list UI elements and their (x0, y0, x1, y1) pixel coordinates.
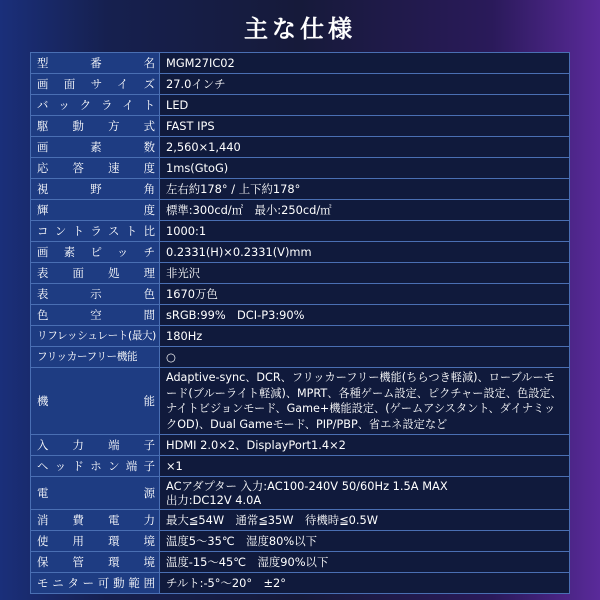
spec-value: sRGB:99% DCI-P3:90% (160, 305, 570, 326)
spec-value: MGM27IC02 (160, 53, 570, 74)
spec-row-viewing-angle (31, 179, 570, 200)
spec-value: 180Hz (160, 326, 570, 347)
spec-row-operating-env (31, 531, 570, 552)
spec-row-resolution (31, 137, 570, 158)
spec-value: 温度-15～45℃ 湿度90%以下 (160, 552, 570, 573)
spec-row-tilt (31, 573, 570, 594)
spec-row-power-consumption (31, 510, 570, 531)
spec-label: 画素ピッチ (31, 242, 160, 263)
spec-row-headphone (31, 456, 570, 477)
spec-label: 保管環境 (31, 552, 160, 573)
spec-label: 画素数 (31, 137, 160, 158)
spec-label: 電源 (31, 477, 160, 510)
spec-label: ヘッドホン端子 (31, 456, 160, 477)
spec-label: 輝度 (31, 200, 160, 221)
spec-row-response (31, 158, 570, 179)
spec-value: 非光沢 (160, 263, 570, 284)
spec-value: Adaptive-sync、DCR、フリッカーフリー機能(ちらつき軽減)、ローブルーモード(ブルーライト軽減)、MPRT、各種ゲーム設定、ピクチャー設定、色設定、ナイトビジョンモード、Game+機能設定、(ゲームアシスタント、ダイナミックOD)、Dual Gameモード、PIP/PBP、省エネ設定など (160, 368, 570, 435)
spec-value: HDMI 2.0×2、DisplayPort1.4×2 (160, 435, 570, 456)
spec-label: 視野角 (31, 179, 160, 200)
spec-label: 画面サイズ (31, 74, 160, 95)
spec-label: 使用環境 (31, 531, 160, 552)
spec-value: チルト:-5°～20° ±2° (160, 573, 570, 594)
spec-row-storage-env (31, 552, 570, 573)
spec-label: モニター可動範囲 (31, 573, 160, 594)
spec-label: フリッカーフリー機能 (31, 347, 160, 368)
spec-value: 0.2331(H)×0.2331(V)mm (160, 242, 570, 263)
spec-value: LED (160, 95, 570, 116)
spec-label: 応答速度 (31, 158, 160, 179)
spec-label: 色空間 (31, 305, 160, 326)
spec-label: 入力端子 (31, 435, 160, 456)
spec-label: 表面処理 (31, 263, 160, 284)
spec-row-color-space (31, 305, 570, 326)
spec-value: 1000:1 (160, 221, 570, 242)
spec-row-screen-size (31, 74, 570, 95)
spec-label: 機能 (31, 368, 160, 435)
spec-label: 消費電力 (31, 510, 160, 531)
spec-value: 左右約178° / 上下約178° (160, 179, 570, 200)
spec-value: 1670万色 (160, 284, 570, 305)
spec-value: 27.0インチ (160, 74, 570, 95)
spec-value: ○ (160, 347, 570, 368)
spec-label: 型番名 (31, 53, 160, 74)
spec-value: 1ms(GtoG) (160, 158, 570, 179)
spec-row-backlight (31, 95, 570, 116)
spec-label: 表示色 (31, 284, 160, 305)
spec-row-brightness (31, 200, 570, 221)
spec-row-model (31, 53, 570, 74)
spec-value: 最大≦54W 通常≦35W 待機時≦0.5W (160, 510, 570, 531)
spec-row-panel (31, 116, 570, 137)
spec-value: 標準:300cd/㎡ 最小:250cd/㎡ (160, 200, 570, 221)
spec-label: リフレッシュレート(最大) (31, 326, 160, 347)
spec-value: 2,560×1,440 (160, 137, 570, 158)
spec-label: 駆動方式 (31, 116, 160, 137)
spec-row-flicker-free (31, 347, 570, 368)
page-title: 主な仕様 (244, 14, 356, 43)
spec-row-features (31, 368, 570, 435)
spec-row-refresh-rate (31, 326, 570, 347)
spec-row-contrast (31, 221, 570, 242)
spec-row-power (31, 477, 570, 510)
spec-table (30, 52, 570, 594)
spec-row-colors (31, 284, 570, 305)
spec-value: ×1 (160, 456, 570, 477)
spec-value: 温度5～35℃ 湿度80%以下 (160, 531, 570, 552)
spec-row-surface (31, 263, 570, 284)
spec-label: バックライト (31, 95, 160, 116)
spec-value: ACアダプター 入力:AC100-240V 50/60Hz 1.5A MAX 出力:DC12V 4.0A (160, 477, 570, 510)
spec-row-inputs (31, 435, 570, 456)
spec-value: FAST IPS (160, 116, 570, 137)
spec-label: コントラスト比 (31, 221, 160, 242)
spec-row-pixel-pitch (31, 242, 570, 263)
